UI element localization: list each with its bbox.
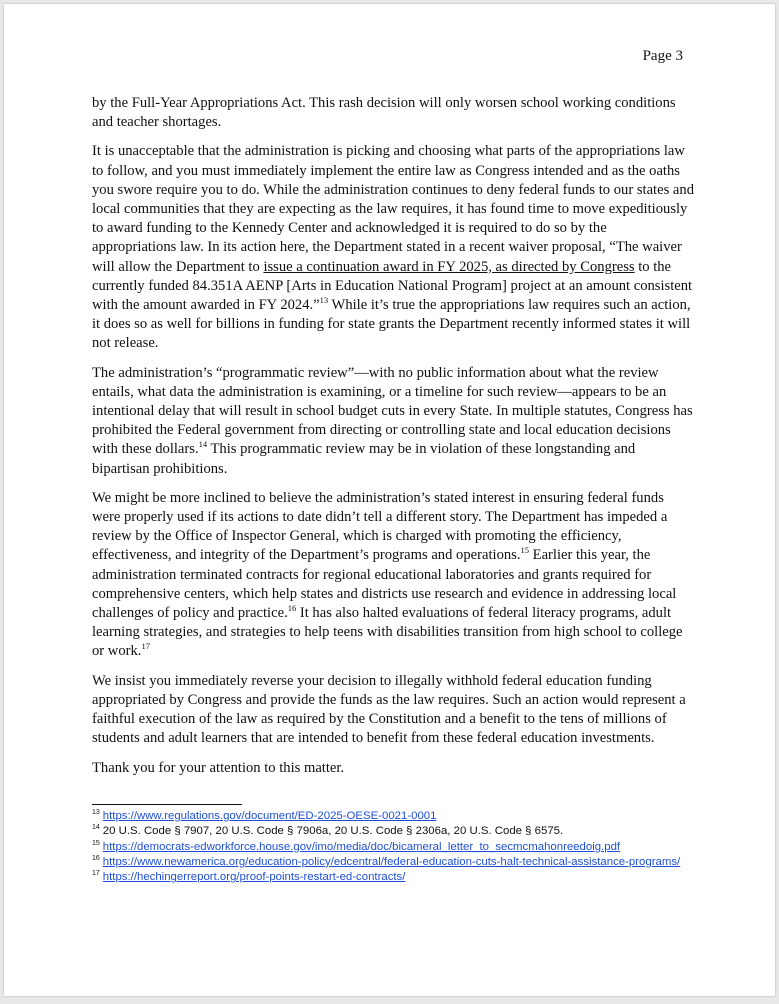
paragraph-4: We might be more inclined to believe the administration’s stated interest in ensuring federal funds were properly used if its actions to date didn’t tell a different story. The Department has impeded a review by the Office of Inspector General, which is charged with promoting the efficiency, effectiveness, and integrity of the Department’s programs and operations.$^{15}$ Earlier this year, the administration terminated contracts for regional educational laboratories and grants required for comprehensive centers, which help states and districts use research and evidence in addressing local challenges of policy and practice.$^{16}$ It has also halted evaluations of federal literacy programs, adult learning strategies, and strategies to help teens with disabilities transition from high school to college or work.$^{17}$ bbox=[92, 489, 683, 660]
footnote-14: $^{14}$ 20 U.S. Code § 7907, 20 U.S. Code § 7906a, 20 U.S. Code § 2306a, 20 U.S. Code § 6575. bbox=[92, 824, 564, 838]
footnote-17: $^{17}$ https://hechingerreport.org/proof-points-restart-ed-contracts/ bbox=[92, 870, 406, 884]
footnote-link[interactable]: https://www.newamerica.org/education-policy/edcentral/federal-education-cuts-halt-technical-assistance-programs/ bbox=[102, 855, 681, 868]
paragraph-2: It is unacceptable that the administration is picking and choosing what parts of the appropriations law to follow, and you must immediately implement the entire law as Congress intended and as the oaths you swore require you to do. While the administration continues to deny federal funds to our states and local communities that they are expecting as the law requires, it has found time to move expeditiously to award funding to the Kennedy Center and acknowledged it is required to do so by the appropriations law. In its action here, the Department stated in a recent waiver proposal, “The waiver will allow the Department to issue a continuation award in FY 2025, as directed by Congress to the currently funded 84.351A AENP [Arts in Education National Program] project at an amount consistent with the amount awarded in FY 2024.”$^{13}$ While it’s true the appropriations law requires such an action, it does so as well for billions in funding for state grants the Department recently informed states it will not release. bbox=[92, 143, 694, 352]
footnote-text: 20 U.S. Code § 7907, 20 U.S. Code § 7906a, 20 U.S. Code § 2306a, 20 U.S. Code § 6575. bbox=[102, 825, 564, 838]
document-page bbox=[4, 4, 775, 996]
footnote-ref: 16 bbox=[287, 603, 297, 614]
paragraph-3: The administration’s “programmatic review”—with no public information about what the review entails, what data the administration is examining, or a timeline for such review—appears to be an intentional delay that will result in school budget cuts in every State. In multiple statutes, Congress has prohibited the Federal government from directing or controlling state and local education decisions with these dollars.$^{14}$ This programmatic review may be in violation of these longstanding and bipartisan prohibitions. bbox=[92, 364, 693, 477]
letter-body bbox=[92, 94, 694, 788]
footnote-16: $^{16}$ https://www.newamerica.org/education-policy/edcentral/federal-education-cuts-halt-technical-assistance-programs/ bbox=[92, 854, 681, 868]
footnote-ref: 17 bbox=[141, 641, 150, 652]
footnote-link[interactable]: https://democrats-edworkforce.house.gov/imo/media/doc/bicameral_letter_to_secmcmahonreedoig.pdf bbox=[102, 840, 621, 853]
footnote-15: $^{15}$ https://democrats-edworkforce.house.gov/imo/media/doc/bicameral_letter_to_secmcmahonreedoig.pdf bbox=[92, 839, 621, 853]
footnote-ref: 15 bbox=[520, 545, 529, 556]
footnotes bbox=[92, 809, 692, 885]
underlined-quote: issue a continuation award in FY 2025, as directed by Congress bbox=[263, 258, 635, 275]
footnote-ref: 13 bbox=[319, 295, 329, 306]
paragraph-1: by the Full-Year Appropriations Act. This rash decision will only worsen school working conditions and teacher shortages. bbox=[92, 95, 676, 131]
footnote-ref: 14 bbox=[198, 439, 208, 450]
page-number: Page 3 bbox=[642, 48, 683, 64]
footnote-13: $^{13}$ https://www.regulations.gov/document/ED-2025-OESE-0021-0001 bbox=[92, 809, 437, 822]
footnote-link[interactable]: https://www.regulations.gov/document/ED-2025-OESE-0021-0001 bbox=[102, 810, 437, 822]
paragraph-5: We insist you immediately reverse your decision to illegally withhold federal education funding appropriated by Congress and provide the funds as the law requires. Such an action would represent a faithful execution of the law as required by the Constitution and a benefit to the tens of millions of students and adult learners that are intended to benefit from these federal education investments. bbox=[92, 672, 686, 747]
footnote-link[interactable]: https://hechingerreport.org/proof-points-restart-ed-contracts/ bbox=[102, 871, 406, 884]
paragraph-closing: Thank you for your attention to this matter. bbox=[92, 759, 345, 776]
footnote-divider bbox=[92, 804, 242, 805]
